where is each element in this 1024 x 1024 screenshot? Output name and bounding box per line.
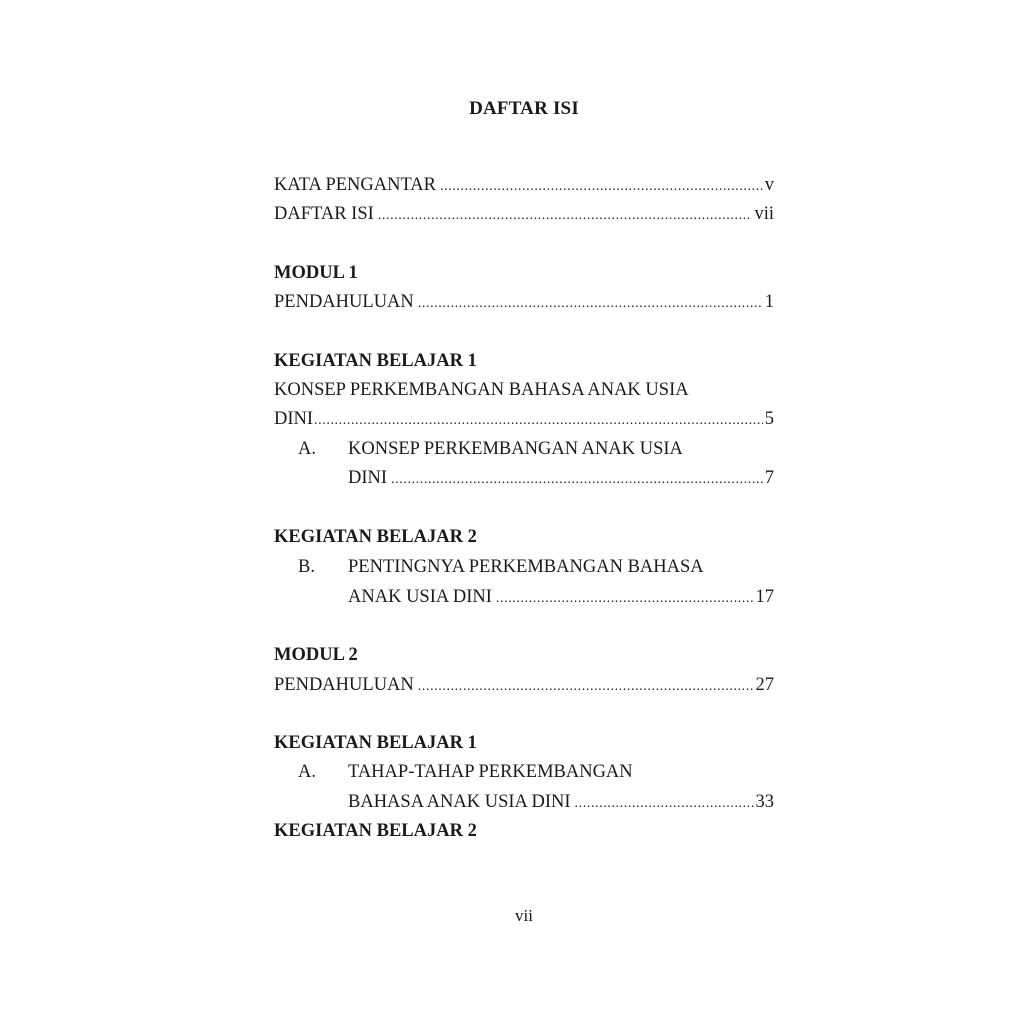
toc-page-number: 5 bbox=[764, 409, 774, 429]
dot-leader bbox=[440, 175, 763, 199]
toc-entry-modul1-pendahuluan bbox=[274, 290, 774, 314]
page-title: DAFTAR ISI bbox=[469, 98, 579, 119]
toc-subentry-a bbox=[274, 760, 774, 784]
toc-entry-label: TAHAP-TAHAP PERKEMBANGAN bbox=[348, 762, 633, 782]
toc-entry-label: DAFTAR ISI bbox=[274, 204, 374, 224]
list-letter: A. bbox=[298, 762, 316, 782]
dot-leader bbox=[575, 792, 754, 816]
toc-entry-kata-pengantar bbox=[274, 173, 774, 197]
toc-page-number: vii bbox=[754, 204, 774, 224]
toc-entry-label: KATA PENGANTAR bbox=[274, 175, 437, 195]
section-heading-modul-2: MODUL 2 bbox=[274, 645, 358, 665]
list-letter: B. bbox=[298, 557, 315, 577]
toc-entry-text: KONSEP PERKEMBANGAN BAHASA ANAK USIA bbox=[274, 380, 689, 400]
toc-entry-label: PENDAHULUAN bbox=[274, 675, 414, 695]
toc-page-number: v bbox=[764, 175, 774, 195]
toc-subentry-a-continuation bbox=[348, 790, 774, 814]
toc-subentry-b-continuation bbox=[348, 585, 774, 609]
dot-leader bbox=[418, 675, 754, 699]
toc-entry-label: KONSEP PERKEMBANGAN ANAK USIA bbox=[348, 439, 683, 459]
toc-entry-daftar-isi bbox=[274, 202, 774, 226]
section-heading-modul-1: MODUL 1 bbox=[274, 263, 358, 283]
dot-leader bbox=[391, 468, 763, 492]
toc-page-number: 1 bbox=[764, 292, 774, 312]
dot-leader bbox=[496, 587, 754, 611]
toc-page-number: 27 bbox=[755, 675, 774, 695]
toc-entry-label: PENDAHULUAN bbox=[274, 292, 414, 312]
toc-page-number: 7 bbox=[764, 468, 774, 488]
toc-entry-label: PENTINGNYA PERKEMBANGAN BAHASA bbox=[348, 557, 704, 577]
toc-page-number: 33 bbox=[755, 792, 774, 812]
list-letter: A. bbox=[298, 439, 316, 459]
section-heading-kegiatan-belajar-2: KEGIATAN BELAJAR 2 bbox=[274, 527, 477, 547]
section-heading-kegiatan-belajar-1: KEGIATAN BELAJAR 1 bbox=[274, 733, 477, 753]
section-heading-kegiatan-belajar-1: KEGIATAN BELAJAR 1 bbox=[274, 351, 477, 371]
toc-page-number: 17 bbox=[755, 587, 774, 607]
dot-leader bbox=[378, 204, 753, 228]
toc-entry-label: ANAK USIA DINI bbox=[348, 587, 492, 607]
toc-subentry-b bbox=[274, 555, 774, 579]
toc-subentry-a-continuation bbox=[348, 466, 774, 490]
toc-entry-label: BAHASA ANAK USIA DINI bbox=[348, 792, 571, 812]
toc-entry-label: DINI bbox=[348, 468, 388, 488]
dot-leader bbox=[418, 292, 763, 316]
toc-entry-konsep-perkembangan-bahasa bbox=[274, 407, 774, 431]
dot-leader bbox=[314, 409, 763, 433]
toc-subentry-a bbox=[274, 437, 774, 461]
toc-entry-label: DINI bbox=[274, 409, 314, 429]
section-heading-kegiatan-belajar-2: KEGIATAN BELAJAR 2 bbox=[274, 821, 477, 841]
page-number-footer: vii bbox=[515, 906, 533, 925]
toc-entry-modul2-pendahuluan bbox=[274, 673, 774, 697]
